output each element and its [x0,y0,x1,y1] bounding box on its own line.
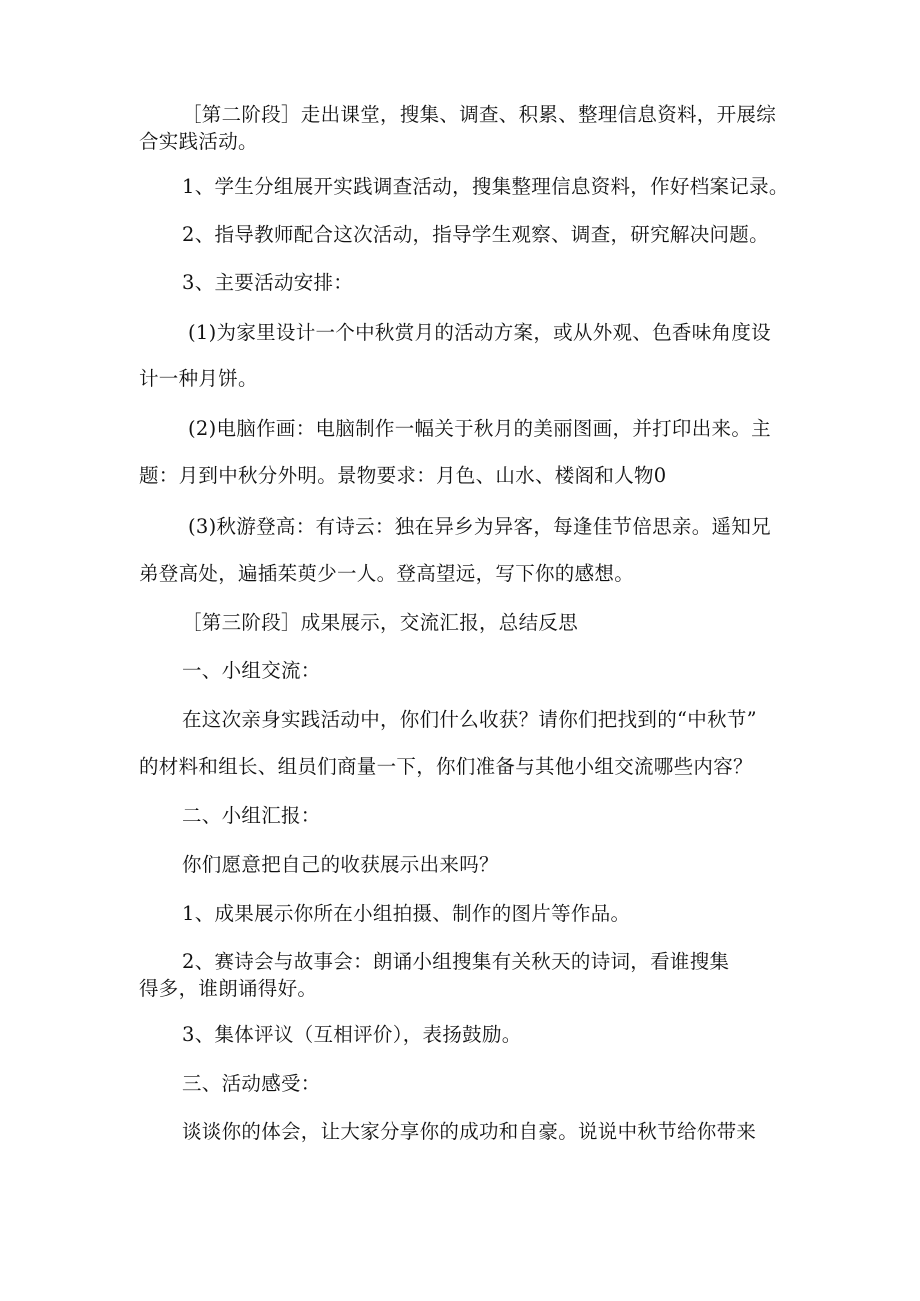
section-3-text: 谈谈你的体会，让大家分享你的成功和自豪。说说中秋节给你带来 [182,1120,757,1143]
sub-item-2-text: (2)电脑作画：电脑制作一幅关于秋月的美丽图画，并打印出来。主 [188,417,771,440]
sub-item-3-text-cont: 弟登高处，遍插茱萸少一人。登高望远，写下你的感想。 [139,562,635,585]
section-2-item-2: 2、赛诗会与故事会：朗诵小组搜集有关秋天的诗词，看谁搜集 [182,950,730,973]
sub-item-1-text-cont: 计一种月饼。 [139,367,258,390]
sub-item-2-text-cont: 题：月到中秋分外明。景物要求：月色、山水、楼阁和人物0 [139,464,667,487]
stage-two-heading: ［第二阶段］走出课堂，搜集、调查、积累、整理信息资料，开展综 [182,103,777,126]
item-3-text: 3、主要活动安排： [182,271,354,294]
section-2-item-1: 1、成果展示你所在小组拍摄、制作的图片等作品。 [182,902,631,925]
section-2-item-3: 3、集体评议（互相评价），表扬鼓励。 [182,1023,522,1046]
item-2-text: 2、指导教师配合这次活动，指导学生观察、调查，研究解决问题。 [182,223,769,246]
sub-item-3-text: (3)秋游登高：有诗云：独在异乡为异客，每逢佳节倍思亲。遥知兄 [188,515,771,538]
stage-three-heading: ［第三阶段］成果展示，交流汇报，总结反思 [182,611,579,634]
section-1-heading: 一、小组交流： [182,659,321,682]
section-2-text: 你们愿意把自己的收获展示出来吗？ [182,853,499,876]
sub-item-1-text: (1)为家里设计一个中秋赏月的活动方案，或从外观、色香味角度设 [188,321,771,344]
section-3-heading: 三、活动感受： [182,1072,321,1095]
item-1-text: 1、学生分组展开实践调查活动，搜集整理信息资料，作好档案记录。 [182,175,789,198]
stage-two-heading-cont: 合实践活动。 [139,130,258,153]
section-1-text: 在这次亲身实践活动中，你们什么收获？请你们把找到的“中秋节” [182,708,757,731]
section-2-heading: 二、小组汇报： [182,804,321,827]
section-1-text-cont: 的材料和组长、组员们商量一下，你们准备与其他小组交流哪些内容？ [139,755,753,778]
section-2-item-2-cont: 得多，谁朗诵得好。 [139,977,318,1000]
